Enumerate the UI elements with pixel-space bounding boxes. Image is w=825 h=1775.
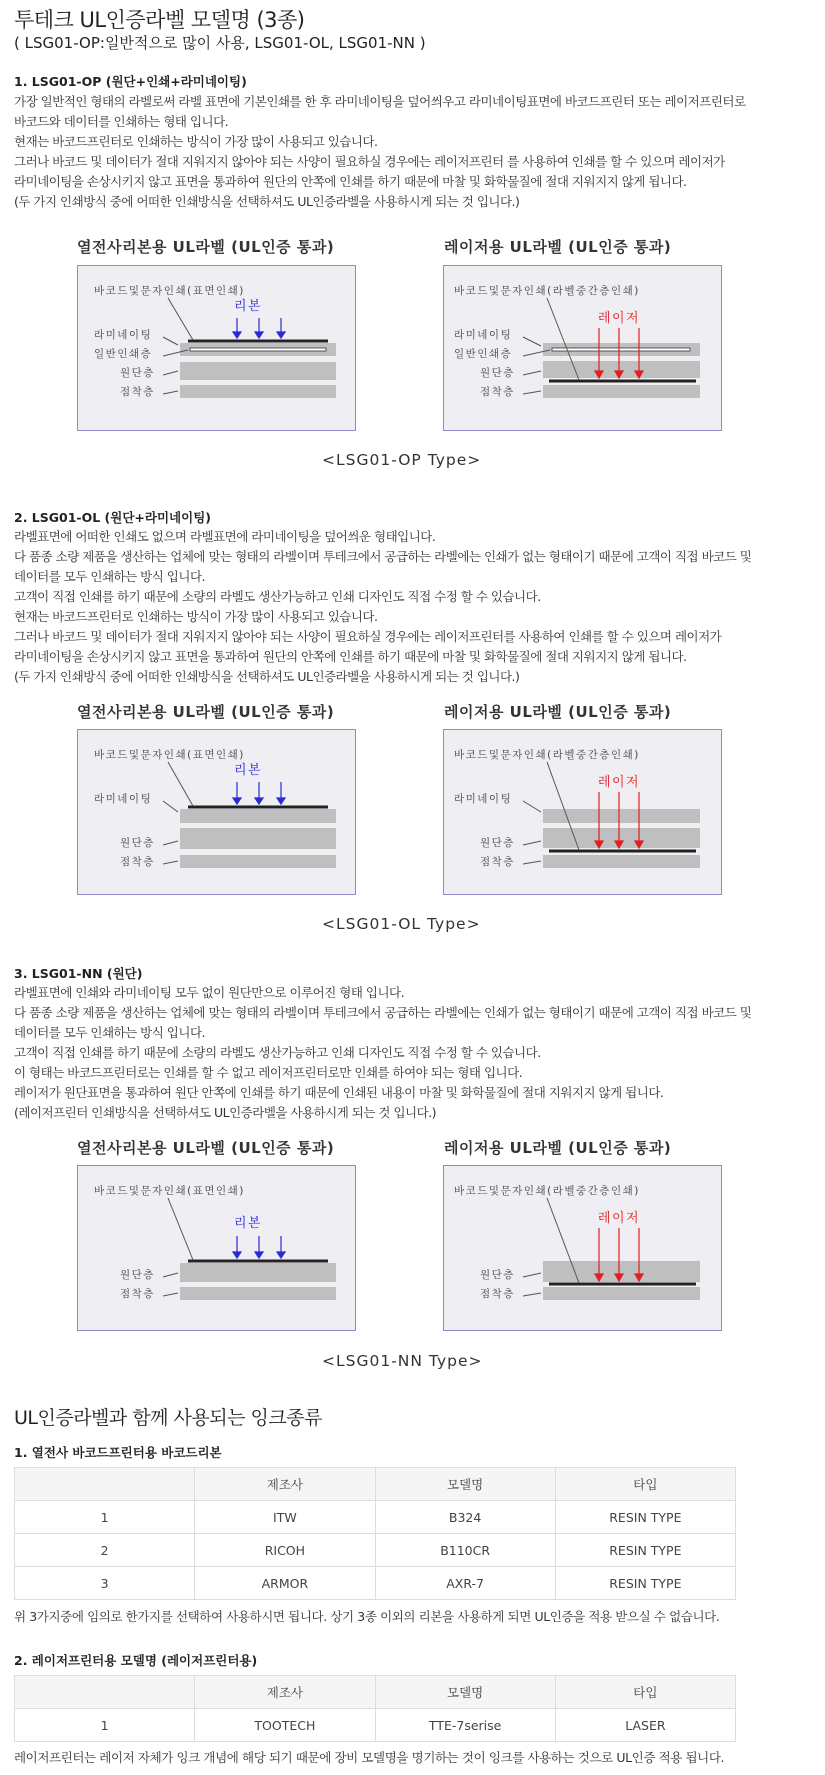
leader-line: [523, 841, 541, 845]
adhesive-layer: [543, 385, 700, 398]
table-cell: RESIN TYPE: [555, 1501, 735, 1534]
nn-thermal-diagram: [77, 1165, 356, 1331]
table-header-row: [15, 1468, 736, 1501]
section-1-heading: 1. LSG01-OP (원단+인쇄+라미네이팅): [14, 74, 247, 89]
laser-diagram-title: 레이저용 UL라벨 (UL인증 통과): [444, 238, 672, 256]
ol-thermal-diagram: [77, 729, 356, 895]
page-title: 투테크 UL인증라벨 모델명 (3종): [14, 8, 305, 32]
adhesive-layer: [543, 1287, 700, 1300]
leader-line: [523, 861, 541, 864]
label-base: 원단층: [120, 367, 155, 379]
leader-line: [163, 841, 178, 845]
section-1-line: 바코드와 데이터를 인쇄하는 형태 입니다.: [14, 114, 229, 129]
label-print-surface: 바코드및문자인쇄(표면인쇄): [94, 749, 245, 761]
table-cell: RICOH: [195, 1534, 375, 1567]
ribbon-note: 위 3가지중에 임의로 한가지를 선택하여 사용하시면 됩니다. 상기 3종 이외의 리본을 사용하게 되면 UL인증을 적용 받으실 수 없습니다.: [14, 1609, 720, 1624]
section-2-body: [14, 527, 814, 687]
thermal-diagram-title: 열전사리본용 UL라벨 (UL인증 통과): [77, 238, 335, 256]
section-1-line: 라미네이팅을 손상시키지 않고 표면을 통과하여 원단의 안쪽에 인쇄를 하기 때문에 마찰 및 화학물질에 절대 지워지지 않게 됩니다.: [14, 174, 687, 189]
label-print-middle: 바코드및문자인쇄(라벨중간층인쇄): [454, 749, 640, 761]
ribbon-table: [14, 1467, 736, 1600]
leader-line: [163, 371, 178, 375]
label-base: 원단층: [120, 837, 155, 849]
ribbon-arrow: [233, 798, 241, 804]
leader-line: [163, 1273, 178, 1277]
label-print-surface: 바코드및문자인쇄(표면인쇄): [94, 285, 245, 297]
table-row: [15, 1534, 736, 1567]
section-2-line: 라벨표면에 어떠한 인쇄도 없으며 라벨표면에 라미네이팅을 덮어씌운 형태입니다.: [14, 529, 436, 544]
label-adhesive: 점착층: [480, 856, 515, 868]
table-cell: 3: [15, 1567, 195, 1600]
section-1-body: [14, 92, 814, 212]
table-header-cell: [15, 1676, 195, 1709]
laser-note: 레이저프린터는 레이저 자체가 잉크 개념에 해당 되기 때문에 장비 모델명을 명기하는 것이 잉크를 사용하는 것으로 UL인증 적용 됩니다.: [14, 1750, 725, 1765]
type-caption-op: <LSG01-OP Type>: [322, 451, 482, 469]
ribbon-arrow: [255, 798, 263, 804]
table-cell: B324: [375, 1501, 555, 1534]
label-laminating: 라미네이팅: [94, 793, 153, 805]
page-subtitle: ( LSG01-OP:일반적으로 많이 사용, LSG01-OL, LSG01-NN ): [14, 34, 426, 52]
table-cell: 1: [15, 1709, 195, 1742]
ol-thermal-svg: [78, 730, 355, 894]
ribbon-arrow: [277, 798, 285, 804]
label-adhesive: 점착층: [120, 386, 155, 398]
label-print-surface: 바코드및문자인쇄(표면인쇄): [94, 1185, 245, 1197]
section-2-line: 고객이 직접 인쇄를 하기 때문에 소량의 라벨도 생산가능하고 인쇄 디자인도 직접 수정 할 수 있습니다.: [14, 589, 541, 604]
leader-line: [168, 1198, 193, 1260]
table-header-cell: 모델명: [375, 1676, 555, 1709]
section-3-heading: 3. LSG01-NN (원단): [14, 966, 143, 981]
laser-table: [14, 1675, 736, 1742]
base-layer: [180, 362, 336, 380]
thermal-diagram-title: 열전사리본용 UL라벨 (UL인증 통과): [77, 1139, 335, 1157]
table-cell: TOOTECH: [195, 1709, 375, 1742]
table-header-cell: 제조사: [195, 1468, 375, 1501]
table-header-cell: 모델명: [375, 1468, 555, 1501]
section-2-line: 현재는 바코드프린터로 인쇄하는 방식이 가장 많이 사용되고 있습니다.: [14, 609, 378, 624]
table-row: [15, 1501, 736, 1534]
table-header-cell: 제조사: [195, 1676, 375, 1709]
section-3-line: (레이저프린터 인쇄방식을 선택하셔도 UL인증라벨을 사용하시게 되는 것 입니다.): [14, 1105, 437, 1120]
label-base: 원단층: [480, 1269, 515, 1281]
type-caption-ol: <LSG01-OL Type>: [322, 915, 481, 933]
label-laser: 레이저: [597, 1211, 641, 1226]
laser-diagram-title: 레이저용 UL라벨 (UL인증 통과): [444, 1139, 672, 1157]
leader-line: [523, 371, 541, 375]
nn-thermal-svg: [78, 1166, 355, 1330]
section-2-line: 그러나 바코드 및 데이터가 절대 지워지지 않아야 되는 사양이 필요하실 경우에는 레이저프린터를 사용하여 인쇄를 할 수 있으며 레이저가: [14, 629, 722, 644]
label-adhesive: 점착층: [120, 856, 155, 868]
op-laser-diagram: [443, 265, 722, 431]
section-3-line: 다 품종 소량 제품을 생산하는 업체에 맞는 형태의 라벨이며 투테크에서 공급하는 라벨에는 인쇄가 없는 형태이기 때문에 고객이 직접 바코드 및: [14, 1005, 752, 1020]
leader-line: [168, 298, 193, 340]
section-2-line: 다 품종 소량 제품을 생산하는 업체에 맞는 형태의 라벨이며 투테크에서 공급하는 라벨에는 인쇄가 없는 형태이기 때문에 고객이 직접 바코드 및: [14, 549, 752, 564]
leader-line: [163, 801, 178, 812]
table-cell: RESIN TYPE: [555, 1534, 735, 1567]
table-cell: 1: [15, 1501, 195, 1534]
label-base: 원단층: [120, 1269, 155, 1281]
section-3-line: 라벨표면에 인쇄와 라미네이팅 모두 없이 원단만으로 이루어진 형태 입니다.: [14, 985, 405, 1000]
table-cell: AXR-7: [375, 1567, 555, 1600]
base-layer: [543, 1261, 700, 1282]
section-1-line: 그러나 바코드 및 데이터가 절대 지워지지 않아야 되는 사양이 필요하실 경우에는 레이저프린터 를 사용하여 인쇄를 할 수 있으며 레이저가: [14, 154, 725, 169]
table-cell: B110CR: [375, 1534, 555, 1567]
label-ribbon: 리본: [233, 1216, 263, 1231]
leader-line: [163, 391, 178, 394]
label-adhesive: 점착층: [480, 386, 515, 398]
op-laser-svg: [444, 266, 721, 430]
section-2-heading: 2. LSG01-OL (원단+라미네이팅): [14, 510, 211, 525]
section-3-body: [14, 983, 814, 1123]
leader-line: [523, 337, 541, 346]
table-cell: TTE-7serise: [375, 1709, 555, 1742]
label-print-middle: 바코드및문자인쇄(라벨중간층인쇄): [454, 285, 640, 297]
base-layer: [180, 828, 336, 849]
leader-line: [163, 861, 178, 864]
leader-line: [523, 1273, 541, 1277]
table-row: [15, 1567, 736, 1600]
base-layer: [180, 1263, 336, 1282]
adhesive-layer: [180, 1287, 336, 1300]
ribbon-arrow: [255, 332, 263, 338]
label-base: 원단층: [480, 367, 515, 379]
nn-laser-svg: [444, 1166, 721, 1330]
leader-line: [523, 801, 541, 812]
ribbon-arrow: [233, 1252, 241, 1258]
laser-printer-heading: 2. 레이저프린터용 모델명 (레이저프린터용): [14, 1653, 258, 1668]
table-cell: ITW: [195, 1501, 375, 1534]
adhesive-layer: [180, 855, 336, 868]
section-1-line: 가장 일반적인 형태의 라벨로써 라벨 표면에 기본인쇄를 한 후 라미네이팅을 덮어씌우고 라미네이팅표면에 바코드프린터 또는 레이저프린터로: [14, 94, 746, 109]
general-print-layer: [190, 348, 326, 351]
label-adhesive: 점착층: [120, 1288, 155, 1300]
section-2-line: 데이터를 모두 인쇄하는 방식 입니다.: [14, 569, 205, 584]
adhesive-layer: [543, 855, 700, 868]
ribbon-arrow: [277, 332, 285, 338]
section-3-line: 레이저가 원단표면을 통과하여 원단 안쪽에 인쇄를 하기 때문에 인쇄된 내용이 마찰 및 화학물질에 절대 지워지지 않게 됩니다.: [14, 1085, 664, 1100]
label-general-print: 일반인쇄층: [454, 348, 513, 360]
laminating-layer: [180, 809, 336, 823]
type-caption-nn: <LSG01-NN Type>: [322, 1352, 483, 1370]
ol-laser-diagram: [443, 729, 722, 895]
table-cell: RESIN TYPE: [555, 1567, 735, 1600]
table-header-cell: [15, 1468, 195, 1501]
label-ribbon: 리본: [233, 763, 263, 778]
label-ribbon: 리본: [233, 299, 263, 314]
label-laminating: 라미네이팅: [454, 329, 513, 341]
section-3-line: 이 형태는 바코드프린터로는 인쇄를 할 수 없고 레이저프린터로만 인쇄를 하여야 되는 형태 입니다.: [14, 1065, 523, 1080]
table-cell: ARMOR: [195, 1567, 375, 1600]
op-thermal-svg: [78, 266, 355, 430]
section-2-line: 라미네이팅을 손상시키지 않고 표면을 통과하여 원단의 안쪽에 인쇄를 하기 때문에 마찰 및 화학물질에 절대 지워지지 않게 됩니다.: [14, 649, 687, 664]
table-cell: 2: [15, 1534, 195, 1567]
leader-line: [523, 391, 541, 394]
thermal-diagram-title: 열전사리본용 UL라벨 (UL인증 통과): [77, 703, 335, 721]
leader-line: [168, 762, 193, 806]
table-header-row: [15, 1676, 736, 1709]
table-header-cell: 타입: [555, 1468, 735, 1501]
label-base: 원단층: [480, 837, 515, 849]
base-layer: [543, 361, 700, 378]
label-laser: 레이저: [597, 311, 641, 326]
ol-laser-svg: [444, 730, 721, 894]
nn-laser-diagram: [443, 1165, 722, 1331]
table-row: [15, 1709, 736, 1742]
leader-line: [163, 1293, 178, 1296]
label-laminating: 라미네이팅: [454, 793, 513, 805]
section-3-line: 고객이 직접 인쇄를 하기 때문에 소량의 라벨도 생산가능하고 인쇄 디자인도 직접 수정 할 수 있습니다.: [14, 1045, 541, 1060]
label-adhesive: 점착층: [480, 1288, 515, 1300]
leader-line: [163, 337, 178, 345]
adhesive-layer: [180, 385, 336, 398]
ribbon-arrow: [277, 1252, 285, 1258]
label-laser: 레이저: [597, 775, 641, 790]
ribbon-arrow: [233, 332, 241, 338]
laser-diagram-title: 레이저용 UL라벨 (UL인증 통과): [444, 703, 672, 721]
ink-heading: UL인증라벨과 함께 사용되는 잉크종류: [14, 1407, 322, 1429]
section-1-line: 현재는 바코드프린터로 인쇄하는 방식이 가장 많이 사용되고 있습니다.: [14, 134, 378, 149]
leader-line: [523, 1293, 541, 1296]
base-layer: [543, 828, 700, 848]
label-general-print: 일반인쇄층: [94, 348, 153, 360]
label-laminating: 라미네이팅: [94, 329, 153, 341]
general-print-layer: [552, 348, 690, 351]
section-2-line: (두 가지 인쇄방식 중에 어떠한 인쇄방식을 선택하셔도 UL인증라벨을 사용하시게 되는 것 입니다.): [14, 669, 520, 684]
ribbon-arrow: [255, 1252, 263, 1258]
ribbon-heading: 1. 열전사 바코드프린터용 바코드리본: [14, 1445, 222, 1460]
label-print-middle: 바코드및문자인쇄(라벨중간층인쇄): [454, 1185, 640, 1197]
op-thermal-diagram: [77, 265, 356, 431]
table-header-cell: 타입: [555, 1676, 735, 1709]
section-1-line: (두 가지 인쇄방식 중에 어떠한 인쇄방식을 선택하셔도 UL인증라벨을 사용하시게 되는 것 입니다.): [14, 194, 520, 209]
table-cell: LASER: [555, 1709, 735, 1742]
section-3-line: 데이터를 모두 인쇄하는 방식 입니다.: [14, 1025, 205, 1040]
